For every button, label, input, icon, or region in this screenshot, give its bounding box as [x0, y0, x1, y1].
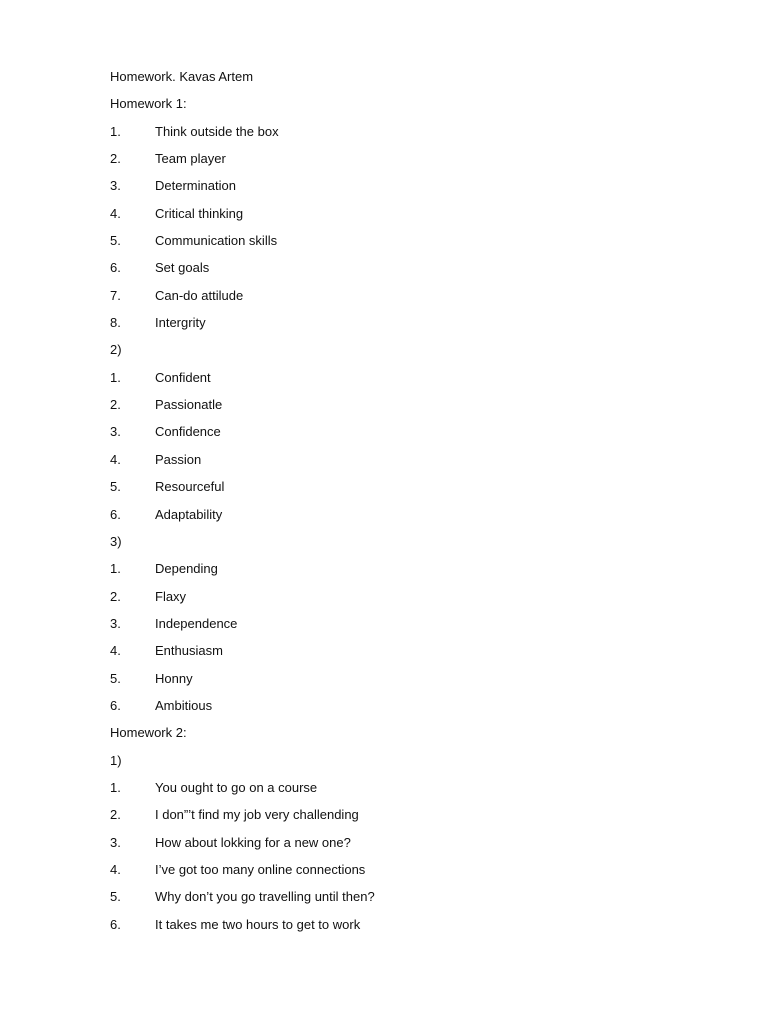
- item-text: Set goals: [155, 260, 210, 276]
- list-item: [110, 887, 710, 914]
- list-item: [110, 450, 710, 477]
- item-text: Can-do attilude: [155, 287, 244, 303]
- item-number: 5.: [110, 479, 121, 495]
- list-item: [110, 368, 710, 395]
- list-item: [110, 395, 710, 422]
- list-item: [110, 422, 710, 449]
- item-text: Communication skills: [155, 233, 278, 249]
- item-text: Critical thinking: [155, 205, 244, 221]
- item-number: 1.: [110, 123, 121, 139]
- item-number: 5.: [110, 889, 121, 905]
- section-heading: Homework 1:: [110, 96, 187, 112]
- item-text: Team player: [155, 151, 226, 167]
- item-number: 6.: [110, 697, 121, 713]
- item-number: 4.: [110, 643, 121, 659]
- list-item: [110, 614, 710, 641]
- item-number: 3.: [110, 178, 121, 194]
- list-item: [110, 477, 710, 504]
- item-text: Honny: [155, 670, 193, 686]
- item-number: 4.: [110, 861, 121, 877]
- item-number: 3.: [110, 424, 121, 440]
- item-text: Ambitious: [155, 697, 213, 713]
- item-text: It takes me two hours to get to work: [155, 916, 361, 932]
- item-text: Intergrity: [155, 315, 206, 331]
- list-item: [110, 286, 710, 313]
- item-number: 2.: [110, 588, 121, 604]
- item-number: 2.: [110, 397, 121, 413]
- list-item: [110, 231, 710, 258]
- item-text: Enthusiasm: [155, 643, 223, 659]
- item-text: How about lokking for a new one?: [155, 834, 351, 850]
- list-item: [110, 313, 710, 340]
- item-text: I’ve got too many online connections: [155, 861, 366, 877]
- list-item: [110, 696, 710, 723]
- item-number: 1.: [110, 561, 121, 577]
- list-item: [110, 778, 710, 805]
- item-number: 6.: [110, 506, 121, 522]
- group-label: 2): [110, 342, 122, 358]
- item-number: 4.: [110, 451, 121, 467]
- item-text: Confidence: [155, 424, 221, 440]
- item-number: 7.: [110, 287, 121, 303]
- document-title: Homework. Kavas Artem: [110, 69, 254, 84]
- group-label: 1): [110, 752, 122, 768]
- item-text: Resourceful: [155, 479, 225, 495]
- item-number: 8.: [110, 315, 121, 331]
- item-text: Flaxy: [155, 588, 187, 604]
- list-item: [110, 149, 710, 176]
- list-item: [110, 258, 710, 285]
- item-text: Adaptability: [155, 506, 223, 522]
- item-number: 3.: [110, 834, 121, 850]
- item-number: 5.: [110, 233, 121, 249]
- item-number: 6.: [110, 260, 121, 276]
- list-item: [110, 805, 710, 832]
- item-text: You ought to go on a course: [155, 779, 318, 795]
- item-text: I don”’t find my job very challending: [155, 807, 359, 823]
- list-item: [110, 559, 710, 586]
- list-item: [110, 587, 710, 614]
- item-number: 5.: [110, 670, 121, 686]
- item-number: 2.: [110, 151, 121, 167]
- item-number: 2.: [110, 807, 121, 823]
- item-number: 1.: [110, 779, 121, 795]
- group-label: 3): [110, 533, 122, 549]
- item-text: Depending: [155, 561, 218, 577]
- item-text: Independence: [155, 615, 238, 631]
- item-text: Why don’t you go travelling until then?: [155, 889, 375, 905]
- list-item: [110, 122, 710, 149]
- list-item: [110, 505, 710, 532]
- section-heading: Homework 2:: [110, 725, 187, 741]
- list-item: [110, 833, 710, 860]
- item-text: Determination: [155, 178, 236, 194]
- item-number: 4.: [110, 205, 121, 221]
- item-text: Confident: [155, 369, 211, 385]
- list-item: [110, 641, 710, 668]
- item-number: 3.: [110, 615, 121, 631]
- item-number: 6.: [110, 916, 121, 932]
- list-item: [110, 204, 710, 231]
- item-text: Think outside the box: [155, 123, 279, 139]
- document-body: [110, 67, 710, 942]
- item-number: 1.: [110, 369, 121, 385]
- item-text: Passionatle: [155, 397, 223, 413]
- list-item: [110, 915, 710, 942]
- item-text: Passion: [155, 451, 202, 467]
- list-item: [110, 669, 710, 696]
- list-item: [110, 176, 710, 203]
- list-item: [110, 860, 710, 887]
